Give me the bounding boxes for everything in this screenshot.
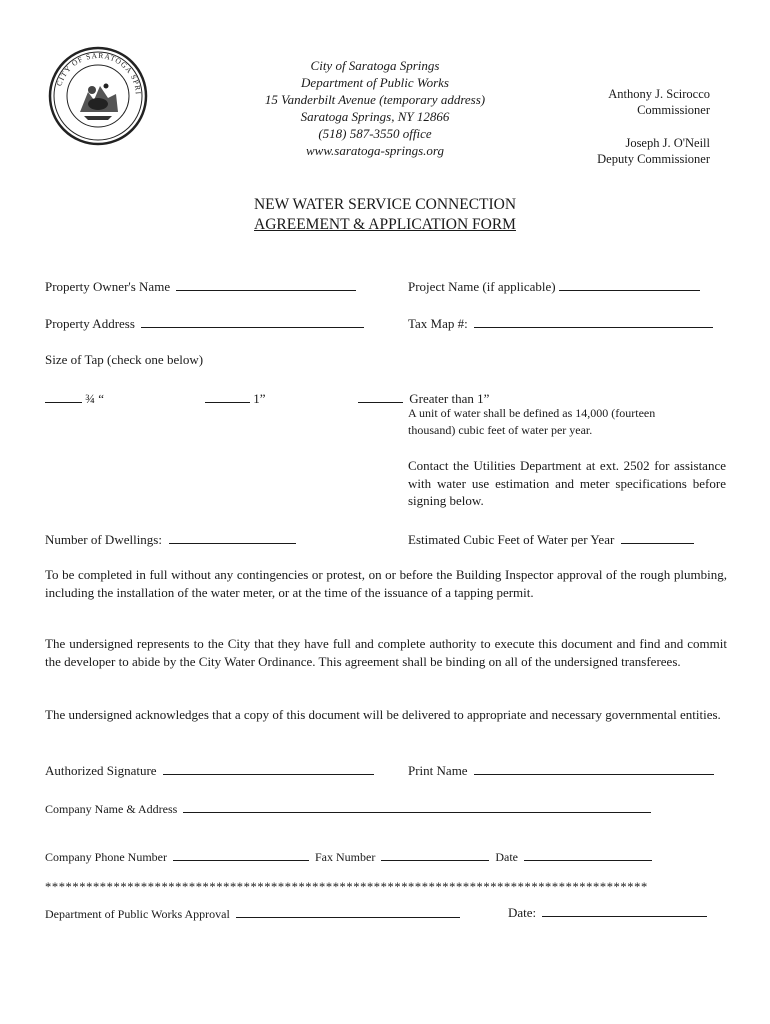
form-title-line2: AGREEMENT & APPLICATION FORM [254,216,516,233]
print-name-row [408,761,714,779]
deputy-title: Deputy Commissioner [597,152,710,166]
signature-row [45,761,374,779]
authorized-signature-label: Authorized Signature [45,763,157,778]
seal-lettering: CITY OF SARATOGA SPRI [54,50,144,96]
tap-one-option [205,389,266,407]
approval-date-input[interactable] [542,903,707,917]
tap-three-quarter-option [45,389,104,407]
date-label: Date [495,850,518,864]
dpw-approval-input[interactable] [236,904,460,918]
tax-map-label: Tax Map #: [408,316,468,331]
acknowledgement-paragraph: The undersigned acknowledges that a copy of this document will be delivered to appropriate and necessary governmental entities. [45,707,721,722]
form-title [0,195,770,235]
website: www.saratoga-springs.org [306,143,444,158]
office-phone: (518) 587-3550 office [318,126,432,141]
approval-date-label: Date: [508,905,537,920]
department-name: Department of Public Works [301,75,449,90]
estimated-water-label: Estimated Cubic Feet of Water per Year [408,532,615,547]
water-unit-note-line1: A unit of water shall be defined as 14,000 (fourteen [408,406,656,420]
commissioner-title: Commissioner [637,103,710,117]
deputy-name: Joseph J. O'Neill [625,136,710,150]
city-seal [48,46,148,146]
company-phone-label: Company Phone Number [45,850,167,864]
property-address-input[interactable] [141,314,364,328]
approval-date-row [508,903,707,921]
department-header [230,57,520,159]
tax-map-row [408,314,713,332]
city-state-zip: Saratoga Springs, NY 12866 [300,109,450,124]
tax-map-input[interactable] [474,314,713,328]
dwellings-label: Number of Dwellings: [45,532,162,547]
authorized-signature-input[interactable] [163,761,374,775]
form-title-line1: NEW WATER SERVICE CONNECTION [253,196,517,213]
project-name-input[interactable] [559,277,700,291]
project-name-label: Project Name (if applicable) [408,279,556,294]
tap-three-quarter-label: ¾ “ [85,391,105,406]
street-address: 15 Vanderbilt Avenue (temporary address) [264,92,486,107]
company-name-row [45,799,651,818]
date-input[interactable] [524,847,652,861]
svg-text:CITY OF SARATOGA SPRINGS [48,46,143,95]
dpw-approval-row [45,904,460,923]
officials-block [540,86,710,167]
owner-name-input[interactable] [176,277,356,291]
separator-line: **************************************************************************************** [45,880,648,894]
company-phone-input[interactable] [173,847,309,861]
owner-name-label: Property Owner's Name [45,279,171,294]
property-address-row [45,314,364,332]
city-name: City of Saratoga Springs [310,58,440,73]
tap-three-quarter-checkbox[interactable] [45,389,82,403]
estimated-water-input[interactable] [621,530,694,544]
project-name-row [408,277,700,295]
property-address-label: Property Address [45,316,135,331]
dpw-approval-label: Department of Public Works Approval [45,907,230,921]
authority-paragraph: The undersigned represents to the City that they have full and complete authority to execute this document and find and commit the developer to abide by the City Water Ordinance. This agreement shall be binding on all of the undersigned transferees. [45,636,727,669]
estimated-water-row [408,530,694,548]
fax-number-input[interactable] [381,847,489,861]
tap-one-label: 1” [253,391,266,406]
tap-size-heading: Size of Tap (check one below) [45,352,204,367]
commissioner-name: Anthony J. Scirocco [608,87,710,101]
water-unit-note [408,405,655,439]
dwellings-input[interactable] [169,530,296,544]
company-phone-row [45,847,652,866]
water-unit-note-line2: thousand) cubic feet of water per year. [408,423,593,437]
contact-note: Contact the Utilities Department at ext. 2502 for assistance with water use estimation and meter specifications before signing below. [408,458,726,508]
dwellings-row [45,530,296,548]
owner-name-row [45,277,356,295]
company-name-input[interactable] [183,799,651,813]
tap-one-checkbox[interactable] [205,389,250,403]
completion-paragraph: To be completed in full without any contingencies or protest, on or before the Building Inspector approval of the rough plumbing, including the installation of the water meter, or at the time of the issuance of a tapping permit. [45,567,727,600]
tap-greater-checkbox[interactable] [358,389,403,403]
print-name-input[interactable] [474,761,714,775]
fax-number-label: Fax Number [315,850,376,864]
tap-greater-label: Greater than 1” [409,391,490,406]
company-name-label: Company Name & Address [45,802,178,816]
print-name-label: Print Name [408,763,468,778]
